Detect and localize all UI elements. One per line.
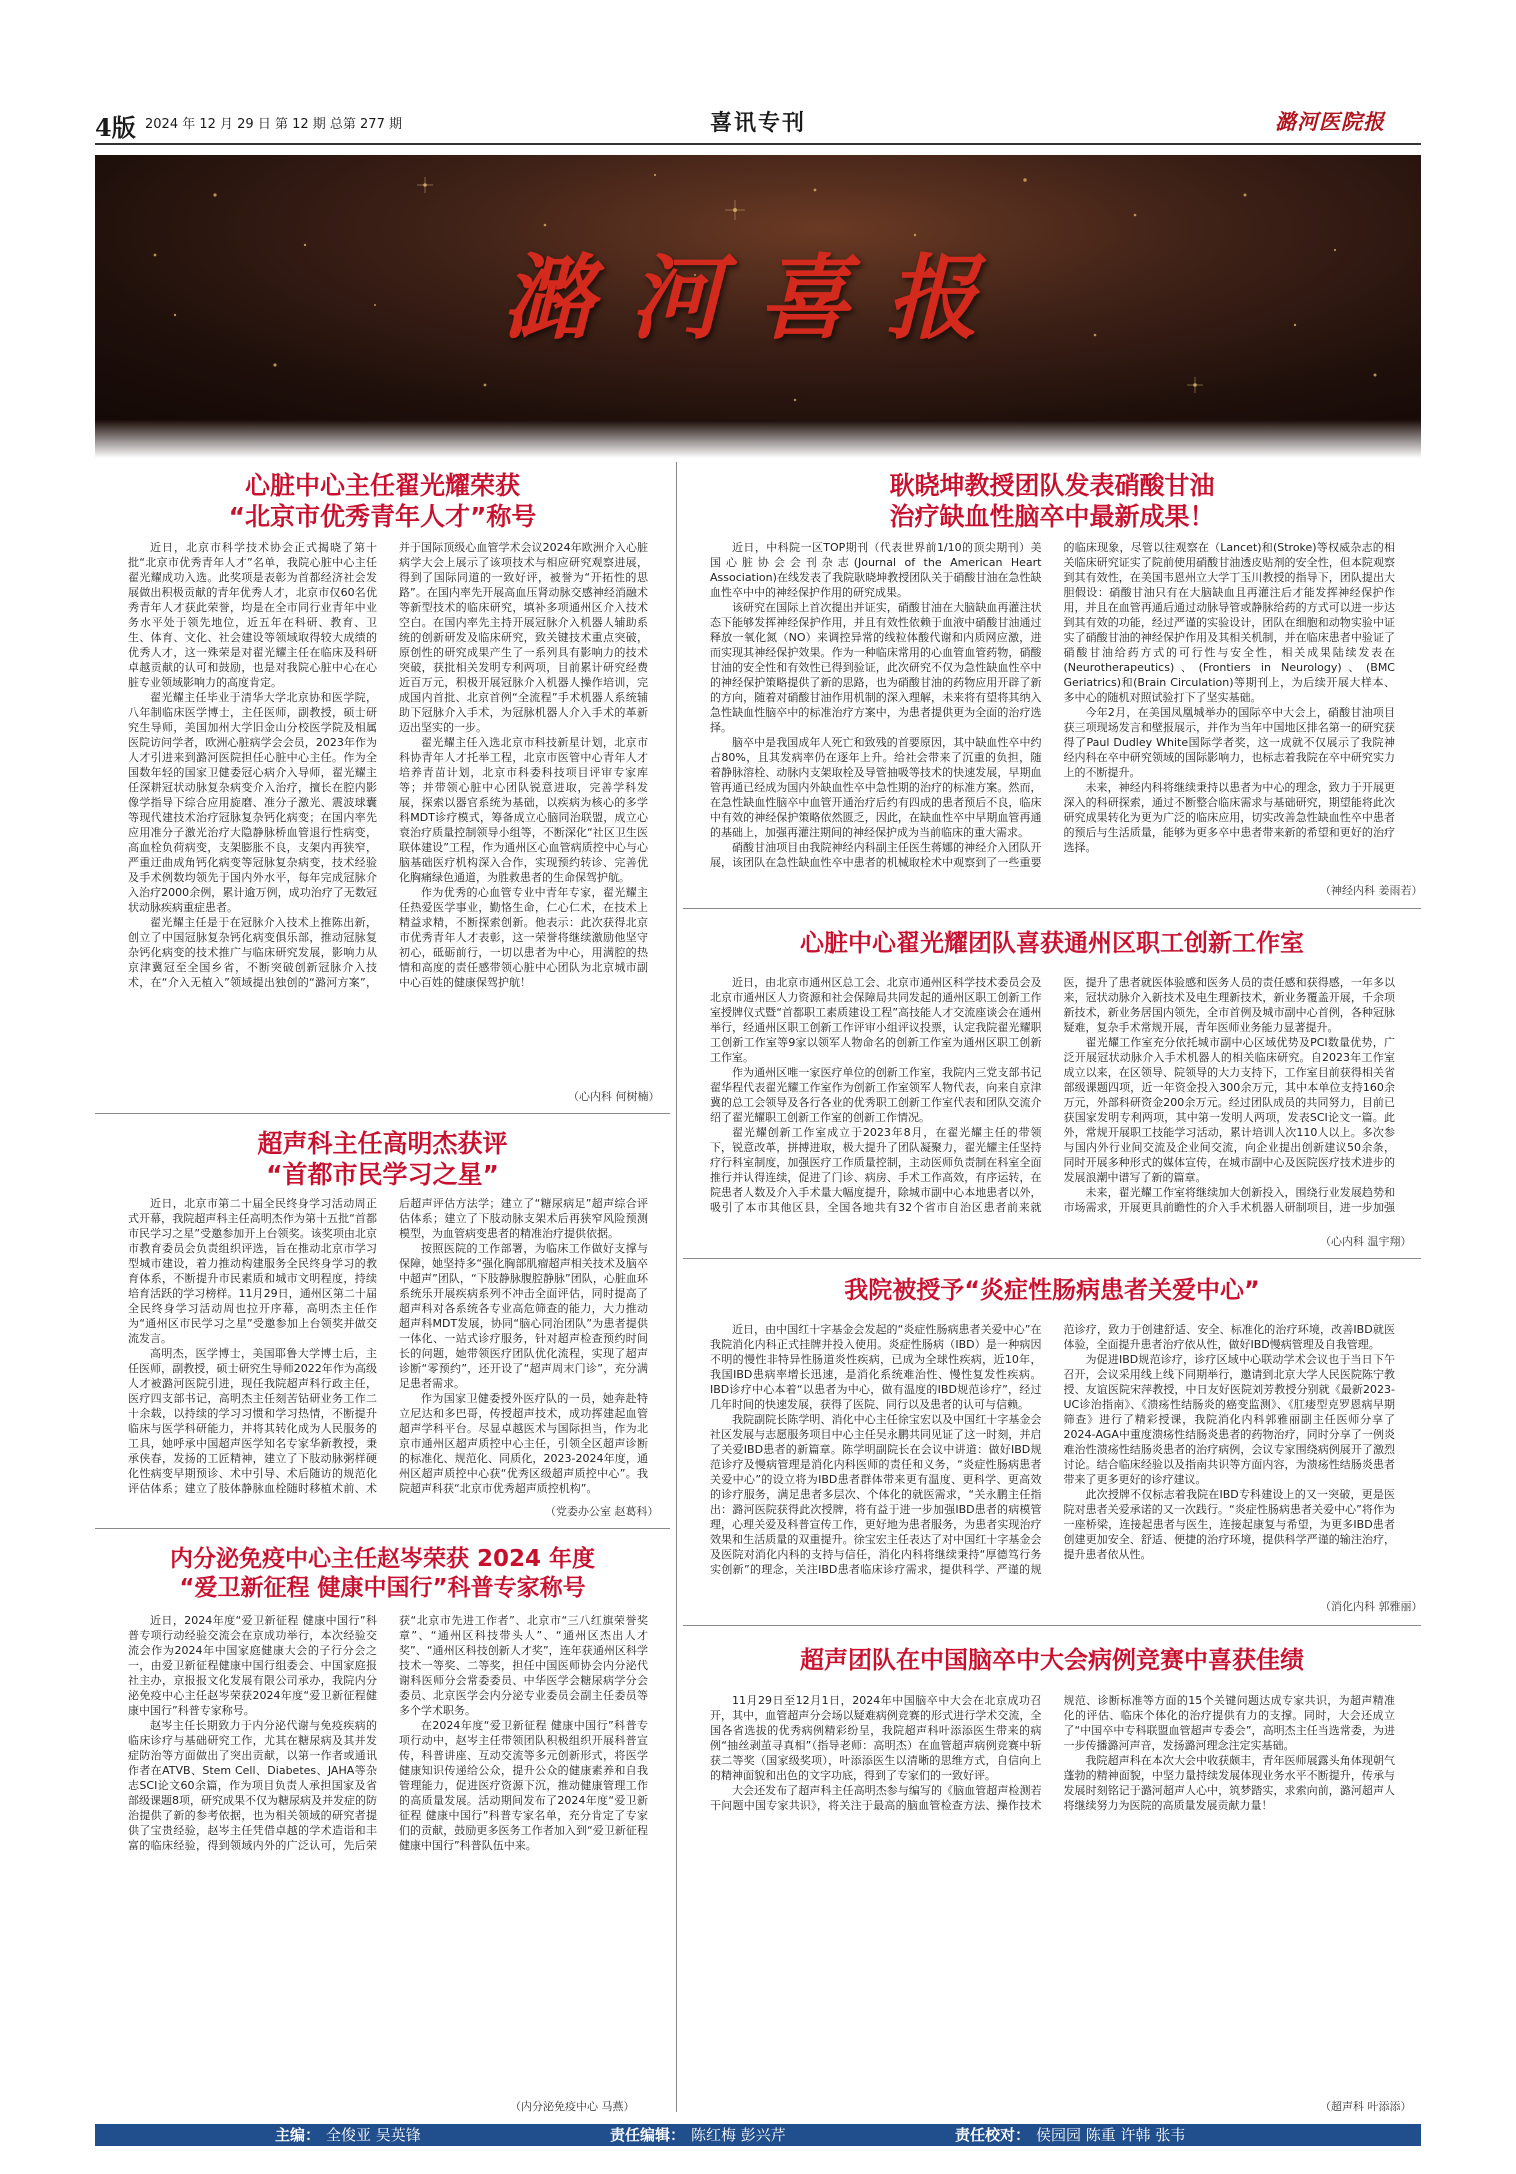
article-signature: （心内科 温宇翔） [1320, 1235, 1412, 1248]
article-body: 近日，北京市科学技术协会正式揭晓了第十批“北京市优秀青年人才”名单，我院心脏中心主任翟光耀成功入选。此奖项是表彰为首都经济社会发展做出积极贡献的青年优秀人才，北京市仅60名优秀青年人才获此荣誉，均是在全市同行业青年中业务水平处于领先地位，近五年在科研、教育、卫生、体育、文化、社会建设等领域取得较大成绩的优秀人才，这一殊荣是对翟光耀主任在临床及科研卓越贡献的认可和鼓励，也是对我院心脏中心在心脏专业领域影响力的高度肯定。 翟光耀主任毕业于清华大学北京协和医学院，八年制临床医学博士，主任医师，副教授，硕士研究生导师，美国加州大学旧金山分校医学院及相属医院访问学者，欧洲心脏病学会会员，2023年作为人才引进来到潞河医院担任心脏中心主任。作为全国数年轻的国家卫健委冠心病介入导师，翟光耀主任深耕冠状动脉复杂病变介入治疗，擅长在腔内影像学指导下综合应用旋磨、准分子激光、震波球囊等现代建技术治疗冠脉复杂钙化病变；在国内率先应用准分子激光治疗大隐静脉桥血管退行性病变，高血栓负荷病变，支架膨胀不良，支架内再狭窄，严重迂曲成角钙化病变等冠脉复杂病变，技术经验及手术例数均领先于国内外水平，每年完成冠脉介入治疗2000余例，累计逾万例，成功治疗了无数冠状动脉疾病重症患者。 翟光耀主任是于在冠脉介入技术上推陈出新，创立了中国冠脉复杂钙化病变俱乐部，推动冠脉复杂钙化病变的技术推广与临床研究发展，影响力从京津冀冠至全国乡省，不断突破创新冠脉介入技术，在“介入无植入”领域提出独创的“潞河方案”，并于国际顶级心血管学术会议2024年欧洲介入心脏病学大会上展示了该项技术与相应研究观察进展，得到了国际同道的一致好评，被誉为“开拓性的思路”。在国内率先开展高血压肾动脉交感神经消融术等新型技术的临床研究，填补多项通州区介入技术空白。在国内率先主持开展冠脉介入机器人辅助系统的创新研发及临床研究，致关键技术重点突破，原创性的研究成果产生了一系列具有影响力的技术突破，获批相关发明专利两项，目前累计研究经费近百万元，积极开展冠脉介入机器人操作培训，完成国内首批、北京首例“全流程”手术机器人系统辅助下冠脉介入手术，为冠脉机器人介入手术的革新迈出坚实的一步。 翟光耀主任入选北京市科技新星计划，北京市科协青年人才托举工程，北京市医管中心青年人才培养青苗计划，北京市科委科技项目评审专家库等；并带领心脏中心团队锐意进取，完善学科发展，探索以器官系统为基础，以疾病为核心的多学科MDT诊疗模式，筹备成立心脑同治联盟，成立心衰治疗质量控制领导小组等，不断深化“社区卫生医联体建设”工程，作为通州区心血管病质控中心与心脑基础医疗机构深入合作，实现预约转诊、完善优化胸痛绿色通道，为胜救患者的生命保驾护航。 作为优秀的心血管专业中青年专家，翟光耀主任热爱医学事业，勤恪生命，仁心仁术，在技术上精益求精，不断探索创新。他表示：此次获得北京市优秀青年人才表彰，这一荣誉将继续激励他坚守初心，砥砺前行，一切以患者为中心，用满腔的热情和高度的责任感带领心脏中心团队为北京城市副中心百姓的健康保驾护航！ [128, 541, 648, 989]
article-body: 近日，北京市第二十届全民终身学习活动周正式开幕，我院超声科主任高明杰作为第十五批“首都市民学习之星”受邀参加开上台领奖。该奖项由北京市教育委员会负责组织评选，旨在推动北京市学习型城市建设，着力推动构建服务全民终身学习的教育体系，不断提升市民素质和城市文明程度，持续培育活跃的学习榜样。11月29日，通州区第二十届全民终身学习活动周也拉开序幕，高明杰主任作为“通州区市民学习之星”受邀参加上台领奖并做交流发言。 高明杰，医学博士，美国耶鲁大学博士后，主任医师，副教授，硕士研究生导师2022年作为高级人才被潞河医院引进，现任我院超声科行政主任，医疗四支部书记，高明杰主任刻苦钻研业务工作二十余载，以持续的学习习惯和学习热情，不断提升临床与医学科研能力，并将其转化成为人民服务的工具，她呼承中国超声医学知名专家华新教授，秉承侠春，发扬的工匠精神，建立了下肢动脉粥样硬化性病变早期预诊、术中引导、术后随访的规范化评估体系；建立了肢体静脉血栓随时移植术前、术后超声评估方法学；建立了“糖尿病足”超声综合评估体系；建立了下肢动脉支架术后再狭窄风险预测模型，为血管病变患者的精准治疗提供依据。 按照医院的工作部署，为临床工作做好支撑与保障，她坚持多“强化胸部肌瘤超声相关技术及脑卒中超声”团队，“下肢静脉腹腔静脉”团队，心脏血环系统乐开展疾病系列不冲击全面评估，同时提高了超声科对各系统各专业高危筛查的能力，大力推动超声科MDT发展，协同“脑心同治团队”为患者提供一体化、一站式诊疗服务，针对超声检查预约时间长的问题，她带领医疗团队优化流程，实现了超声诊断“零预约”，还开设了“超声周末门诊”，充分满足患者需求。 作为国家卫健委授外医疗队的一员，她奔赴特立尼达和多巴哥，传授超声技术，成功挥建起血管超声学科平台。尽显卓越医术与国际担当，作为北京市通州区超声质控中心主任，引领全区超声诊断的标准化、规范化、同质化，2023-2024年度，通州区超声质控中心获“优秀区级超声质控中心”。我院超声科获“北京市优秀超声质控机构”。 [128, 1197, 648, 1495]
article-title: 超声科主任高明杰获评 “首都市民学习之星” [257, 1129, 508, 1190]
footer-proofreader: 责任校对： 侯园园 陈重 许韩 张韦 [955, 2126, 1186, 2144]
divider [683, 908, 1421, 909]
header-rule [95, 143, 1421, 145]
column-divider [676, 462, 677, 2112]
article-body: 近日，2024年度“爱卫新征程 健康中国行”科普专项行动经验交流会在京成功举行，本次经验交流会作为2024年中国家庭健康大会的子行分会之一，由爱卫新征程健康中国行组委会、中国家庭报社主办，京报报文化发展有限公司承办，我院内分泌免疫中心主任赵岑荣获2024年度“爱卫新征程健康中国行”科普专家称号。 赵岑主任长期致力于内分泌代谢与免疫疾病的临床诊疗与基础研究工作，尤其在糖尿病及其并发症防治等方面做出了突出贡献，以第一作者或通讯作者在ATVB、Stem Cell、Diabetes、JAHA等杂志SCI论文60余篇，作为项目负责人承担国家及省部级课题8项，研究成果不仅为糖尿病及并发症的防治提供了新的参考依据，也为相关领域的研究者提供了宝贵经验，赵岑主任凭借卓越的学术造诣和丰富的临床经验，得到领域内外的广泛认可，先后荣获“北京市先进工作者”、北京市“三八红旗荣誉奖章”、“通州区科技带头人”、“通州区杰出人才奖”、“通州区科技创新人才奖”，连年获通州区科学技术一等奖、二等奖，担任中国医师协会内分泌代谢科医师分会常委委员、中华医学会糖尿病学分会委员、北京医学会内分泌专业委员会副主任委员等多个学术职务。 在2024年度“爱卫新征程 健康中国行”科普专项行动中，赵岑主任带领团队积极组织开展科普宣传，科普讲座、互动交流等多元创新形式，将医学健康知识传递给公众，提升公众的健康素养和自我管理能力，促进医疗资源下沉，推动健康管理工作的高质量发展。活动期间发布了2024年度“爱卫新征程 健康中国行”科普专家名单，充分肯定了专家们的贡献，鼓励更多医务工作者加入到“爱卫新征程 健康中国行”科普队伍中来。 [128, 1614, 648, 1852]
article-title: 耿晓坤教授团队发表硝酸甘油 治疗缺血性脑卒中最新成果！ [889, 471, 1215, 532]
footer-responsible-editor: 责任编辑： 陈红梅 彭兴芹 [610, 2126, 786, 2144]
article-signature: （心内科 何树楠） [568, 1090, 660, 1103]
article-title: 内分泌免疫中心主任赵岑荣获 2024 年度 “爱卫新征程 健康中国行”科普专家称号 [169, 1546, 596, 1601]
footer-bar [95, 2124, 1421, 2146]
page-number: 4版 [95, 113, 136, 142]
article-title: 我院被授予“炎症性肠病患者关爱中心” [844, 1276, 1260, 1304]
divider [683, 1258, 1421, 1259]
banner-title: 潞河喜报 [501, 244, 1014, 352]
footer-editor: 主编： 全俊亚 吴英锋 [275, 2126, 421, 2144]
issue-date: 2024 年 12 月 29 日 第 12 期 总第 277 期 [145, 117, 402, 132]
section-title: 喜讯专刊 [709, 110, 806, 136]
article-body: 11月29日至12月1日，2024年中国脑卒中大会在北京成功召开，其中，血管超声分会场以疑难病例竞赛的形式进行学术交流，全国各省选拔的优秀病例精彩纷呈，我院超声科叶添添医生带来的病例“抽丝剥茧寻真相”（指导老师：高明杰）在血管超声病例竞赛中斩获二等奖（国家级奖项），叶添添医生以清晰的思维方式，自信向上的精神面貌和出色的文字功底，得到了专家们的一致好评。 大会还发布了超声科主任高明杰参与编写的《脑血管超声检测若干问题中国专家共识》，将关注于最高的脑血管检查方法、操作技术规范、诊断标准等方面的15个关键问题达成专家共识，为超声精准化的评估、临床个体化的治疗提供有力的支撑。同时，大会还成立了“中国卒中专科联盟血管超声专委会”，高明杰主任当选常委，为进一步传播潞河声音，发扬潞河理念注定实基础。 我院超声科在本次大会中收获颇丰，青年医师展露头角体现朝气蓬勃的精神面貌，中坚力量持续发展体现业务水平不断提升，传承与发展时刻铭记于潞河超声人心中，筑梦踏实，求索向前，潞河超声人将继续努力为医院的高质量发展贡献力量！ [710, 1694, 1395, 1812]
divider [95, 1528, 670, 1529]
article-title: 超声团队在中国脑卒中大会病例竞赛中喜获佳绩 [800, 1646, 1304, 1674]
divider [683, 1625, 1421, 1626]
article-title: 心脏中心主任翟光耀荣获 “北京市优秀青年人才”称号 [228, 471, 537, 532]
article-title: 心脏中心翟光耀团队喜获通州区职工创新工作室 [800, 929, 1304, 957]
article-signature: （党委办公室 赵葛科） [545, 1505, 659, 1518]
article-signature: （神经内科 姜雨若） [1320, 884, 1423, 897]
article-signature: （内分泌免疫中心 马燕） [510, 2100, 635, 2113]
masthead-logo: 潞河医院报 [1275, 109, 1385, 134]
article-body: 近日，由中国红十字基金会发起的“炎症性肠病患者关爱中心”在我院消化内科正式挂牌并投入使用。炎症性肠病（IBD）是一种病因不明的慢性非特异性肠道炎性疾病，已成为全球性疾病，近10年，我国IBD患病率增长迅速，是消化系统难治性、慢性复发性疾病。IBD诊疗中心本着“以患者为中心，做有温度的IBD规范诊疗”，经过几年时间的快速发展，获得了医院、同行以及患者的认可与信赖。 我院副院长陈学明、消化中心主任徐宝宏以及中国红十字基金会社区发展与志愿服务项目中心主任吴永鹏共同见证了这一时刻，并启了关爱IBD患者的新篇章。陈学明副院长在会议中讲道：做好IBD规范诊疗及慢病管理是消化内科医师的责任和义务，“炎症性肠病患者关爱中心”的设立将为IBD患者群体带来更有温度、更科学、更高效的诊疗服务，满足患者多层次、个体化的就医需求，“关永鹏主任指出：潞河医院获得此次授牌，将有益于进一步加强IBD患者的病模管理，心理关爱及科普宣传工作，更好地为患者服务，为患者实现治疗效果和生活质量的双重提升。徐宝宏主任表达了对中国红十字基金会及医院对消化内科的支持与信任，消化内科将继续秉持“厚德笃行务实创新”的理念，关注IBD患者临床诊疗需求，提供科学、严谨的规范诊疗，致力于创建舒适、安全、标准化的治疗环境，改善IBD就医体验，全面提升患者治疗依从性，做好IBD慢病管理及自我管理。 为促进IBD规范诊疗，诊疗区域中心联动学术会议也于当日下午召开，会议采用线上线下同期举行，邀请到北京大学人民医院陈宁教授、友谊医院宋萍教授，中日友好医院刘芳教授分别就《最新2023-UC诊治指南》、《溃疡性结肠炎的癌变监测》、《肛瘘型克罗恩病早期筛查》进行了精彩授课，我院消化内科郭雅丽副主任医师分享了2024-AGA中重度溃疡性结肠炎患者的药物治疗，同时分享了一例炎难治性溃疡性结肠炎患者的治疗病例，会议专家围绕病例展开了激烈讨论。结合临床经验以及指南共识等方面内容，为溃疡性结肠炎患者带来了更多更好的诊疗建议。 此次授牌不仅标志着我院在IBD专科建设上的又一突破，更是医院对患者关爱承诺的又一次践行。“炎症性肠病患者关爱中心”将作为一座桥梁，连接起患者与医生，连接起康复与希望，为更多IBD患者创建更加安全、舒适、便捷的治疗环境，提供科学严谨的输注治疗，提升患者依从性。 [710, 1323, 1395, 1576]
article-body: 近日，由北京市通州区总工会、北京市通州区科学技术委员会及北京市通州区人力资源和社会保障局共同发起的通州区职工创新工作室授牌仪式暨“首都职工素质建设工程”高技能人才交流座谈会在通州举行，经通州区职工创新工作评审小组评议投票，认定我院翟光耀职工创新工作室等9家以领军人物命名的创新工作室为通州区职工创新工作室。 作为通州区唯一家医疗单位的创新工作室，我院内三党支部书记翟华程代表翟光耀工作室作为创新工作室领军人物代表，向来自京津冀的总工会领导及各行各业的优秀职工创新工作室代表和团队交流介绍了翟光耀职工创新工作室的创新工作情况。 翟光耀创新工作室成立于2023年8月，在翟光耀主任的带领下，锐意改革，拼搏进取，极大提升了团队凝聚力，翟光耀主任坚持疗行科室制度，加强医疗工作质量控制，主动医师负责制在科室全面推行并认得连续，促进了门诊、病房、手术工作高效，有序运转，在院患者人数及介入手术量大幅度提升，除城市副中心本地患者以外，吸引了本市其他区县，全国各地共有32个省市自治区患者前来就医，提升了患者就医体验感和医务人员的责任感和获得感，一年多以来，冠状动脉介入新技术及电生理新技术，新业务覆盖开展，千余项新技术，新业务居国内领先，全市首例及城市副中心首例，各种冠脉疑难，复杂手术常规开展，青年医师业务能力显著提升。 翟光耀工作室充分依托城市副中心区域优势及PCI数量优势，广泛开展冠状动脉介入手术机器人的相关临床研究。自2023年工作室成立以来，在区领导、院领导的大力支持下，工作室目前获得相关省部级课题四项，近一年资金投入300余万元，其中本单位支持160余万元，外部科研资金200余万元。经过团队成员的共同努力，目前已获国家发明专利两项，其中第一发明人两项，发表SCI论文一篇。此外，常规开展职工技能学习活动，累计培训人次110人以上。多次参与国内外行业间交流及企业间交流，向企业提出创新建议50余条，同时开展多种形式的媒体宣传，在城市副中心及医院医疗技术进步的发展浪潮中谱写了新的篇章。 未来，翟光耀工作室将继续加大创新投入，围绕行业发展趋势和市场需求，开展更具前瞻性的介入手术机器人研制项目，进一步加强 [710, 976, 1395, 1214]
article-signature: （超声科 叶添添） [1320, 2100, 1412, 2113]
article-signature: （消化内科 郭雅丽） [1320, 1600, 1423, 1613]
article-body: 近日，中科院一区TOP期刊（代表世界前1/10的顶尖期刊）美国心脏协会会刊杂志(Journal of the American Heart Association)在线发表了我院耿晓坤教授团队关于硝酸甘油在急性缺血性卒中中的神经保护作用的研究成果。 该研究在国际上首次提出并证实，硝酸甘油在大脑缺血再灌注状态下能够发挥神经保护作用，并且有效性依赖于血液中硝酸甘油通过释放一氧化氮（NO）来调控异常的线粒体酸代谢和内质网应激，进而实现其神经保护效果。作为一种临床常用的心血管血管药物，硝酸甘油的安全性和有效性已得到验证，此次研究不仅为急性缺血性卒中的神经保护策略提供了新的思路，也为硝酸甘油的药物应用开辟了新的方向，随着对硝酸甘油作用机制的深入理解，未来将有望将其纳入急性缺血性脑卒中的标准治疗方案中，为患者提供更为全面的治疗选择。 脑卒中是我国成年人死亡和致残的首要原因，其中缺血性卒中约占80%，且其发病率仍在逐年上升。给社会带来了沉重的负担，随着静脉溶栓、动脉内支架取栓及导管抽吸等技术的快速发展，早期血管再通已经成为国内外缺血性卒中急性期的治疗的标准方案。然而，在急性缺血性脑卒中血管开通治疗后约有四成的患者预后不良，临床中有效的神经保护策略依然匮乏，因此，在缺血性卒中早期血管再通的基础上，加强再灌注期间的神经保护成为当前临床的重大需求。 硝酸甘油项目由我院神经内科副主任医生蒋娜的神经介入团队开展，该团队在急性缺血性卒中患者的机械取栓术中观察到了一些重要的临床现象，尽管以往观察在（Lancet)和(Stroke)等权威杂志的相关临床研究证实了院前使用硝酸甘油透皮贴剂的安全性，但本院观察到其有效性，在美国韦恩州立大学丁玉川教授的指导下，团队提出大胆假设：硝酸甘油只有在大脑缺血且再灌注后才能发挥神经保护作用，并且在血管再通后通过动脉导管或静脉给药的方式可以进一步达到其有效的功能，经过严谨的实验设计，团队在细胞和动物实验中证实了硝酸甘油的神经保护作用及其相关机制，并在临床患者中验证了硝酸甘油给药方式的可行性与安全性，相关成果陆续发表在(Neurotherapeutics)、(Frontiers in Neurology)、(BMC Geriatrics)和(Brain Circulation)等期刊上，为后续开展大样本、多中心的随机对照试验打下了坚实基础。 今年2月，在美国凤凰城举办的国际卒中大会上，硝酸甘油项目获三项现场发言和壁报展示，并作为当年中国地区排名第一的研究获得了Paul Dudley White国际学者奖，这一成就不仅展示了我院神经内科在卒中研究领域的国际影响力，也标志着我院在卒中研究实力上的不断提升。 未来，神经内科将继续秉持以患者为中心的理念，致力于开展更深入的科研探索，通过不断整合临床需求与基础研究，期望能将此次研究成果转化为更为广泛的临床应用，切实改善急性缺血性卒中患者的预后与生活质量，能够为更多卒中患者带来新的希望和更好的治疗选择。 [710, 541, 1395, 869]
divider [95, 1113, 670, 1114]
banner-fade [95, 420, 1421, 458]
